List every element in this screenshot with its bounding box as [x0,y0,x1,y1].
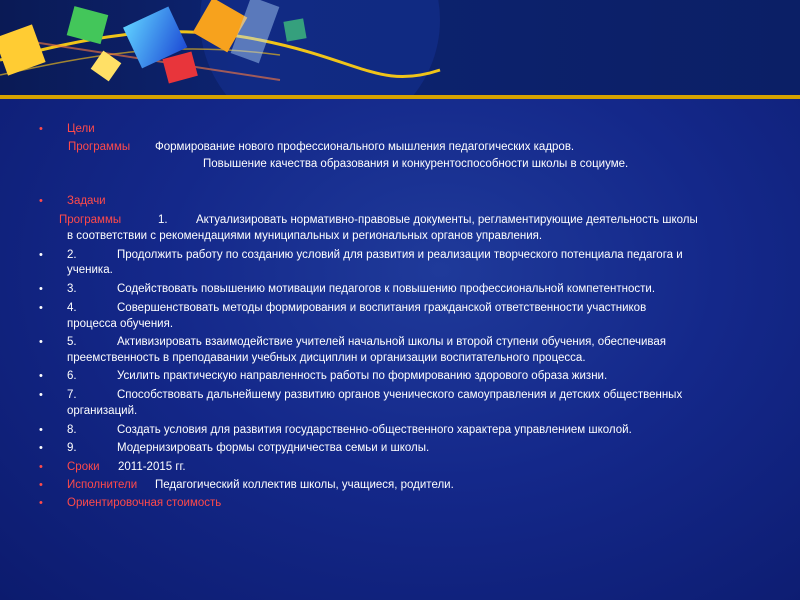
task-text: Активизировать взаимодействие учителей начальной школы и второй ступени обучения, обеспечивая [117,336,667,348]
bullet-icon: • [39,389,43,401]
task-number: 6. [67,370,77,382]
task-number: 8. [67,424,77,436]
bullet-icon: • [39,302,43,314]
bullet-icon: • [39,195,43,207]
bullet-icon: • [39,442,43,454]
task-number: 4. [67,302,77,314]
decorative-banner [0,0,800,95]
executors-value: Педагогический коллектив школы, учащиеся, родители. [155,479,454,491]
task-text: организаций. [67,405,138,417]
task-text: Актуализировать нормативно-правовые документы, регламентирующие деятельность школы [196,214,698,226]
program-label: Программы [59,214,122,226]
task-number: 9. [67,442,77,454]
bullet-icon: • [39,461,43,473]
terms-value: 2011-2015 гг. [118,461,186,473]
task-text: в соответствии с рекомендациями муниципальных и региональных органов управления. [67,230,543,242]
task-text: Продолжить работу по созданию условий для развития и реализации творческого потенциала педагога и [117,249,683,261]
tasks-label: Задачи [67,195,106,207]
task-number: 3. [67,283,77,295]
banner-artwork [0,0,800,95]
bullet-icon: • [39,336,43,348]
executors-label: Исполнители [67,479,138,491]
task-number: 1. [158,214,168,226]
task-text: процесса обучения. [67,318,174,330]
bullet-icon: • [39,283,43,295]
task-text: Содействовать повышению мотивации педагогов к повышению профессиональной компетентности. [117,283,656,295]
task-text: Усилить практическую направленность работы по формированию здорового образа жизни. [117,370,608,382]
bullet-icon: • [39,370,43,382]
goal-item: Формирование нового профессионального мышления педагогических кадров. [155,141,575,153]
task-text: Модернизировать формы сотрудничества семьи и школы. [117,442,430,454]
terms-label: Сроки [67,461,100,473]
task-text: Способствовать дальнейшему развитию органов ученического самоуправления и детских общественных [117,389,683,401]
task-number: 5. [67,336,77,348]
task-number: 2. [67,249,77,261]
task-number: 7. [67,389,77,401]
bullet-icon: • [39,479,43,491]
bullet-icon: • [39,497,43,509]
cost-label: Ориентировочная стоимость [67,497,222,509]
goals-label: Цели [67,123,95,135]
task-text: ученика. [67,264,113,276]
goal-item: Повышение качества образования и конкурентоспособности школы в социуме. [203,158,629,170]
program-label: Программы [68,141,131,153]
bullet-icon: • [39,123,43,135]
bullet-icon: • [39,424,43,436]
task-text: Совершенствовать методы формирования и воспитания гражданской ответственности участников [117,302,647,314]
task-text: преемственность в преподавании учебных дисциплин и организации воспитательного процесса. [67,352,586,364]
gold-divider [0,95,800,99]
task-text: Создать условия для развития государственно-общественного характера управлением школой. [117,424,632,436]
bullet-icon: • [39,249,43,261]
